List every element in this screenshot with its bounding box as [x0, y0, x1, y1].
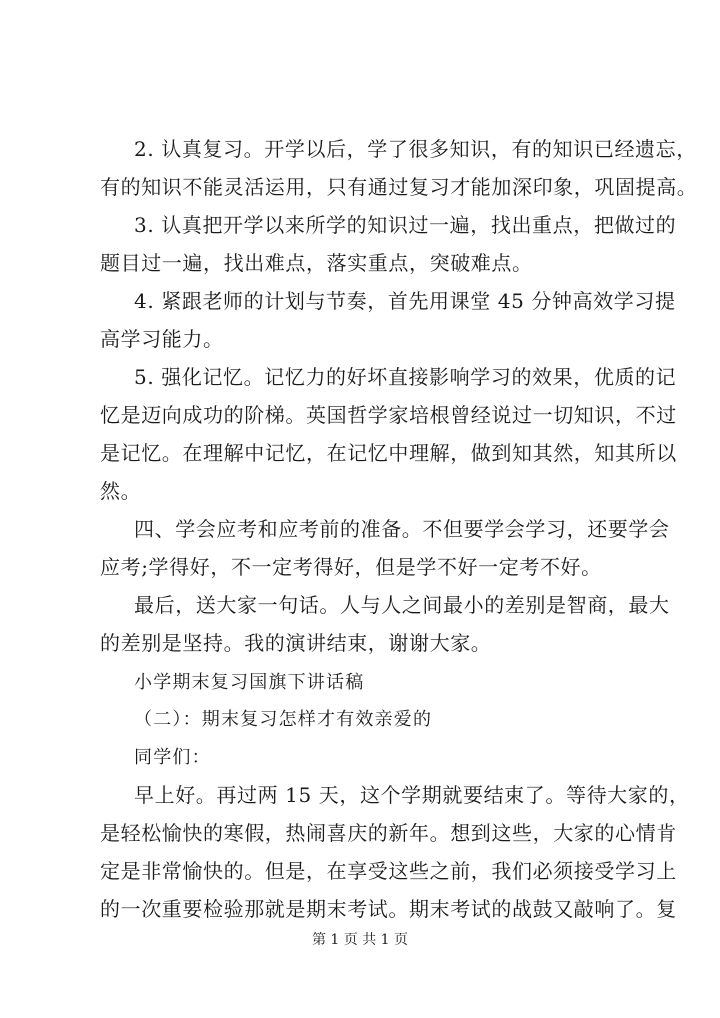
- paragraph-line: 是记忆。在理解中记忆，在记忆中理解，做到知其然，知其所以: [100, 441, 677, 465]
- paragraph-line: 5. 强化记忆。记忆力的好坏直接影响学习的效果，优质的记: [134, 365, 677, 389]
- paragraph-line: 忆是迈向成功的阶梯。英国哲学家培根曾经说过一切知识，不过: [100, 403, 677, 427]
- paragraph-line: 应考;学得好，不一定考得好，但是学不好一定考不好。: [100, 555, 602, 579]
- page-footer: 第 1 页 共 1 页: [311, 932, 409, 948]
- paragraph-line: 的一次重要检验那就是期末考试。期末考试的战鼓又敲响了。复: [100, 897, 677, 921]
- paragraph-line: 然。: [100, 479, 142, 503]
- paragraph-line: 3. 认真把开学以来所学的知识过一遍，找出重点，把做过的: [134, 213, 677, 237]
- paragraph-line: 最后，送大家一句话。人与人之间最小的差别是智商，最大: [134, 593, 670, 617]
- paragraph-line: 四、学会应考和应考前的准备。不但要学会学习，还要学会: [134, 517, 670, 541]
- paragraph-line: 2. 认真复习。开学以后，学了很多知识，有的知识已经遗忘，: [134, 137, 697, 161]
- greeting-line: 同学们：: [134, 747, 211, 768]
- paragraph-line: 4. 紧跟老师的计划与节奏，首先用课堂 45 分钟高效学习提: [134, 289, 676, 313]
- paragraph-line: 是轻松愉快的寒假，热闹喜庆的新年。想到这些，大家的心情肯: [100, 821, 677, 845]
- paragraph-line: 的差别是坚持。我的演讲结束，谢谢大家。: [100, 631, 492, 655]
- paragraph-line: 题目过一遍，找出难点，落实重点，突破难点。: [100, 251, 533, 275]
- paragraph-line: 有的知识不能灵活运用，只有通过复习才能加深印象，巩固提高。: [100, 175, 698, 199]
- paragraph-line: 高学习能力。: [100, 327, 224, 351]
- paragraph-line: 定是非常愉快的。但是，在享受这些之前，我们必须接受学习上: [100, 859, 677, 883]
- paragraph-line: 早上好。再过两 15 天，这个学期就要结束了。等待大家的，: [134, 783, 690, 807]
- section-subtitle: （二）：期末复习怎样才有效亲爱的: [134, 709, 433, 730]
- section-title: 小学期末复习国旗下讲话稿: [134, 672, 365, 693]
